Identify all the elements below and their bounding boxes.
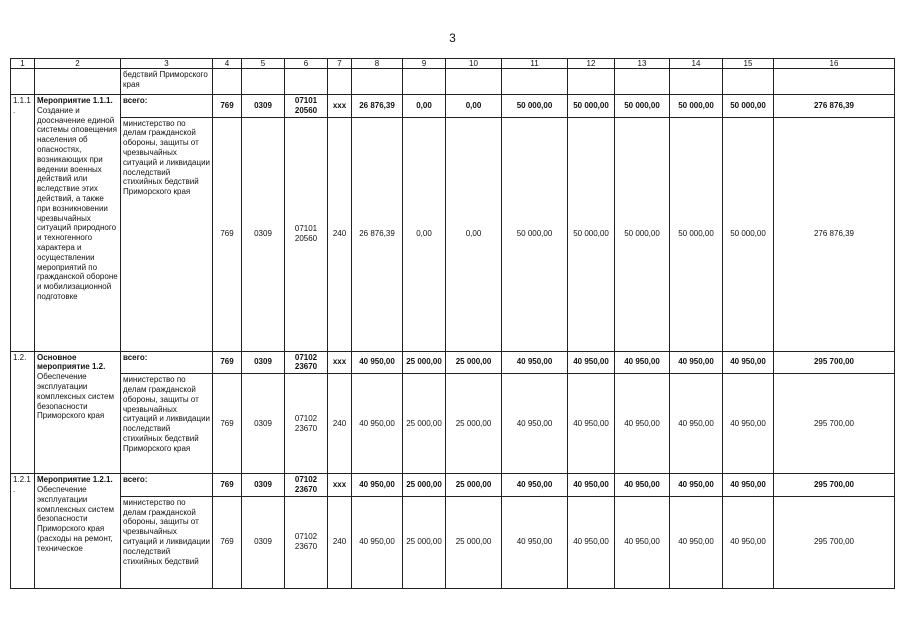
page-number: 3 [449,31,456,45]
budget-table [10,58,895,589]
activity-cell [35,95,121,352]
activity-description: Создание и доосначение единой системы оповещения населения об опасностях, возникающих при ведении военных действий или вследствие этих действий, а также при возникновении чрезвычайных ситуаций природного и техногенного характера и осуществлении мероприятий по гражданской обороне и мобилизационной подготовке [37,105,118,301]
column-header: 11 [502,59,568,69]
item-number: 1.2. [11,351,35,474]
item-number: 1.1.1. [11,95,35,352]
activity-name: Основное мероприятие 1.2. [37,352,106,372]
executor-cell: министерство по делам гражданской обороны, защиты от чрезвычайных ситуаций и ликвидации последствий стихийных бедствий Приморского края [121,374,213,474]
column-header: 2 [35,59,121,69]
column-header: 4 [213,59,242,69]
column-header: 5 [242,59,285,69]
executor-cell: министерство по делам гражданской обороны, защиты от чрезвычайных ситуаций и ликвидации последствий стихийных бедствий Приморского края [121,117,213,351]
activity-description: Обеспечение эксплуатации комплексных систем безопасности Приморского края (расходы на ремонт, техническое [37,484,114,553]
table-row-total: 1.2. Основное мероприятие 1.2. Обеспечение эксплуатации комплексных систем безопасности Приморского края всего: 769 0309 07102 23670 ххх 40 950,00 25 000,00 25 000,00 40 950,00 40 950,00 40 950,00 40 950,00 40 950,00 295 700,00 [11,351,895,374]
continuation-row [11,69,895,95]
column-header: 16 [774,59,895,69]
total-label: всего: [121,474,213,497]
column-header: 13 [615,59,670,69]
activity-cell [35,351,121,474]
executor-cell: министерство по делам гражданской обороны, защиты от чрезвычайных ситуаций и ликвидации последствий стихийных бедствий [121,496,213,588]
column-header: 10 [446,59,502,69]
column-header: 6 [285,59,328,69]
column-header: 12 [568,59,615,69]
activity-description: Обеспечение эксплуатации комплексных систем безопасности Приморского края [37,372,114,421]
activity-name: Мероприятие 1.2.1. [37,475,113,485]
table-row-total: 1.1.1. Мероприятие 1.1.1. Создание и доосначение единой системы оповещения населения об опасностях, возникающих при ведении военных действий или вследствие этих действий, а также при возникновении чрезвычайных ситуаций природного и техногенного характера и осуществлении мероприятий по гражданской обороне и мобилизационной подготовке всего: 769 0309 07101 20560 ххх 26 876,39 0,00 0,00 50 000,00 50 000,00 50 000,00 50 000,00 50 000,00 276 876,39 [11,95,895,118]
table-row-detail: министерство по делам гражданской обороны, защиты от чрезвычайных ситуаций и ликвидации последствий стихийных бедствий Приморского края 769 0309 07101 20560 240 26 876,39 0,00 0,00 50 000,00 50 000,00 50 000,00 50 000,00 50 000,00 276 876,39 [11,117,895,351]
total-label: всего: [121,351,213,374]
executor-cell: бедствий Приморского края [121,69,213,95]
column-header: 1 [11,59,35,69]
column-header: 3 [121,59,213,69]
column-header: 9 [403,59,446,69]
budget-table-sheet [10,58,894,589]
table-row-detail: министерство по делам гражданской обороны, защиты от чрезвычайных ситуаций и ликвидации последствий стихийных бедствий Приморского края 769 0309 07102 23670 240 40 950,00 25 000,00 25 000,00 40 950,00 40 950,00 40 950,00 40 950,00 40 950,00 295 700,00 [11,374,895,474]
activity-name: Мероприятие 1.1.1. [37,96,113,105]
total-label: всего: [121,95,213,118]
item-number: 1.2.1. [11,474,35,589]
column-number-row [11,59,895,69]
column-header: 15 [723,59,774,69]
table-row-total: 1.2.1. Мероприятие 1.2.1. Обеспечение эксплуатации комплексных систем безопасности Приморского края (расходы на ремонт, техническое всего: 769 0309 07102 23670 ххх 40 950,00 25 000,00 25 000,00 40 950,00 40 950,00 40 950,00 40 950,00 40 950,00 295 700,00 [11,474,895,497]
column-header: 8 [352,59,403,69]
column-header: 14 [670,59,723,69]
activity-cell [35,474,121,589]
table-row-detail: министерство по делам гражданской обороны, защиты от чрезвычайных ситуаций и ликвидации последствий стихийных бедствий 769 0309 07102 23670 240 40 950,00 25 000,00 25 000,00 40 950,00 40 950,00 40 950,00 40 950,00 40 950,00 295 700,00 [11,496,895,588]
column-header: 7 [328,59,352,69]
